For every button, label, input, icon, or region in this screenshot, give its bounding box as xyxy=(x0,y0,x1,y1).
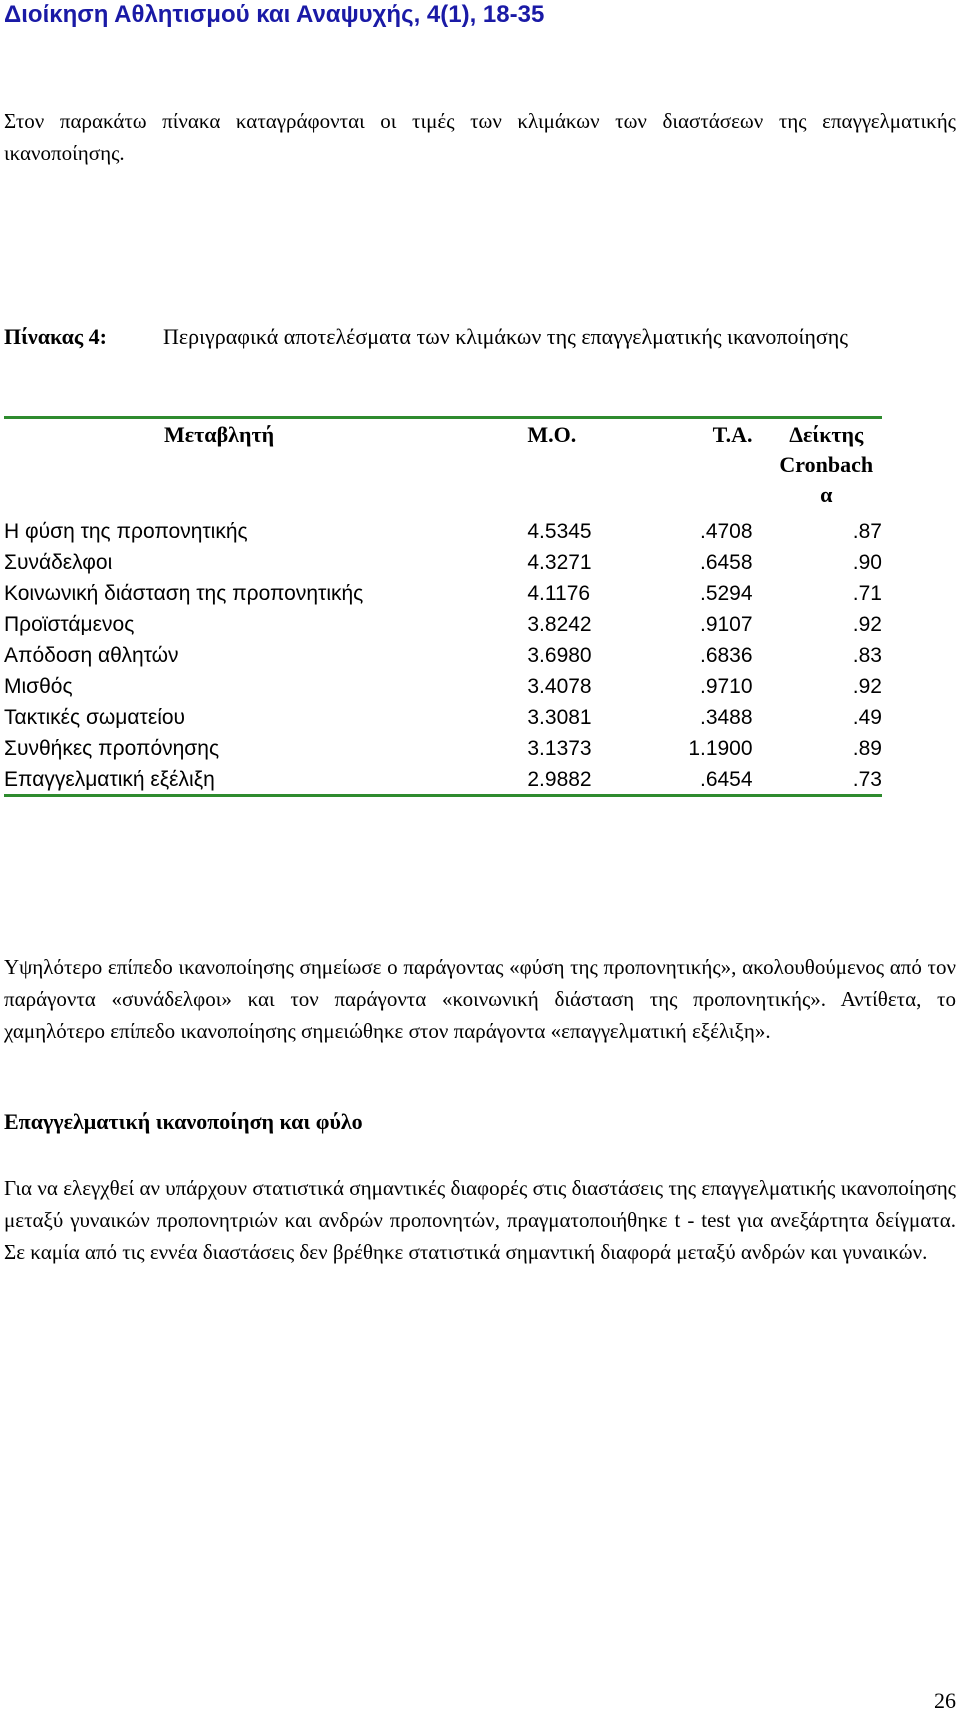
table-row xyxy=(4,609,882,640)
cell-alpha: .49 xyxy=(852,706,882,729)
intro-paragraph: Στον παρακάτω πίνακα καταγράφονται οι τιμές των κλιμάκων των διαστάσεων της επαγγελματικής ικανοποίησης. xyxy=(4,109,956,165)
cell-mean: 2.9882 xyxy=(527,768,592,791)
descriptive-stats-table xyxy=(4,420,882,795)
table-row xyxy=(4,764,882,795)
cell-variable: Η φύση της προπονητικής xyxy=(4,520,248,543)
table-row xyxy=(4,671,882,702)
cell-variable: Τακτικές σωματείου xyxy=(4,706,186,729)
cell-sd: .9710 xyxy=(699,675,753,698)
cell-sd: .9107 xyxy=(699,613,753,636)
cell-variable: Μισθός xyxy=(4,675,73,698)
cell-alpha: .71 xyxy=(852,582,882,605)
cell-mean: 3.4078 xyxy=(527,675,592,698)
table-row xyxy=(4,733,882,764)
ttest-paragraph: Για να ελεγχθεί αν υπάρχουν στατιστικά σημαντικές διαφορές στις διαστάσεις της επαγγελματικής ικανοποίησης μεταξύ γυναικών προπονητριών και ανδρών προπονητών, πραγματοποιήθηκε t - test για ανεξάρτητα δείγματα. Σε καμία από τις εννέα διαστάσεις δεν βρέθηκε στατιστικά σημαντική διαφορά μεταξύ ανδρών και γυναικών. xyxy=(4,1176,956,1264)
cell-sd: .4708 xyxy=(699,520,753,543)
cell-mean: 3.3081 xyxy=(527,706,592,729)
table-caption-text: Περιγραφικά αποτελέσματα των κλιμάκων της επαγγελματικής ικανοποίησης xyxy=(163,324,848,349)
cell-sd: .5294 xyxy=(699,582,753,605)
header-variable: Μεταβλητή xyxy=(164,422,275,447)
cell-mean: 4.5345 xyxy=(527,520,592,543)
page-number: 26 xyxy=(934,1688,956,1713)
cell-mean: 4.1176 xyxy=(527,582,591,605)
table-header-row xyxy=(4,420,882,516)
cell-mean: 3.8242 xyxy=(527,613,592,636)
table-bottom-rule xyxy=(4,794,882,797)
table-row xyxy=(4,578,882,609)
cell-mean: 3.1373 xyxy=(527,737,592,760)
table-row xyxy=(4,516,882,547)
cell-variable: Απόδοση αθλητών xyxy=(4,644,179,667)
cell-sd: .6458 xyxy=(699,551,753,574)
cell-mean: 4.3271 xyxy=(527,551,592,574)
cell-mean: 3.6980 xyxy=(527,644,592,667)
findings-paragraph: Υψηλότερο επίπεδο ικανοποίησης σημείωσε ο παράγοντας «φύση της προπονητικής», ακολουθούμενος από τον παράγοντα «συνάδελφοι» και τον παράγοντα «κοινωνική διάσταση της προπονητικής». Αντίθετα, το χαμηλότερο επίπεδο ικανοποίησης σημειώθηκε στον παράγοντα «επαγγελματική εξέλιξη». xyxy=(4,955,956,1043)
header-sd: Τ.Α. xyxy=(712,422,753,447)
table-row xyxy=(4,547,882,578)
cell-variable: Κοινωνική διάσταση της προπονητικής xyxy=(4,582,364,605)
cell-variable: Επαγγελματική εξέλιξη xyxy=(4,768,215,791)
cell-alpha: .92 xyxy=(852,613,882,636)
table-row xyxy=(4,640,882,671)
cell-alpha: .73 xyxy=(852,768,882,791)
cell-alpha: .92 xyxy=(852,675,882,698)
cell-sd: .3488 xyxy=(699,706,753,729)
cell-variable: Προϊστάμενος xyxy=(4,613,135,636)
cell-sd: 1.1900 xyxy=(688,737,753,760)
cell-sd: .6454 xyxy=(699,768,753,791)
header-mean: Μ.Ο. xyxy=(527,422,577,447)
cell-sd: .6836 xyxy=(699,644,753,667)
table-top-rule xyxy=(4,416,882,419)
section-heading: Επαγγελματική ικανοποίηση και φύλο xyxy=(4,1109,363,1134)
cell-variable: Συνάδελφοι xyxy=(4,551,113,574)
table-row xyxy=(4,702,882,733)
cell-variable: Συνθήκες προπόνησης xyxy=(4,737,220,760)
table-caption-label: Πίνακας 4: xyxy=(4,324,108,349)
cell-alpha: .87 xyxy=(852,520,882,543)
cell-alpha: .83 xyxy=(852,644,882,667)
cell-alpha: .90 xyxy=(852,551,882,574)
cell-alpha: .89 xyxy=(852,737,882,760)
header-alpha: Δείκτης Cronbach α xyxy=(779,422,874,507)
journal-header: Διοίκηση Αθλητισμού και Αναψυχής, 4(1), 18-35 xyxy=(4,1,545,28)
